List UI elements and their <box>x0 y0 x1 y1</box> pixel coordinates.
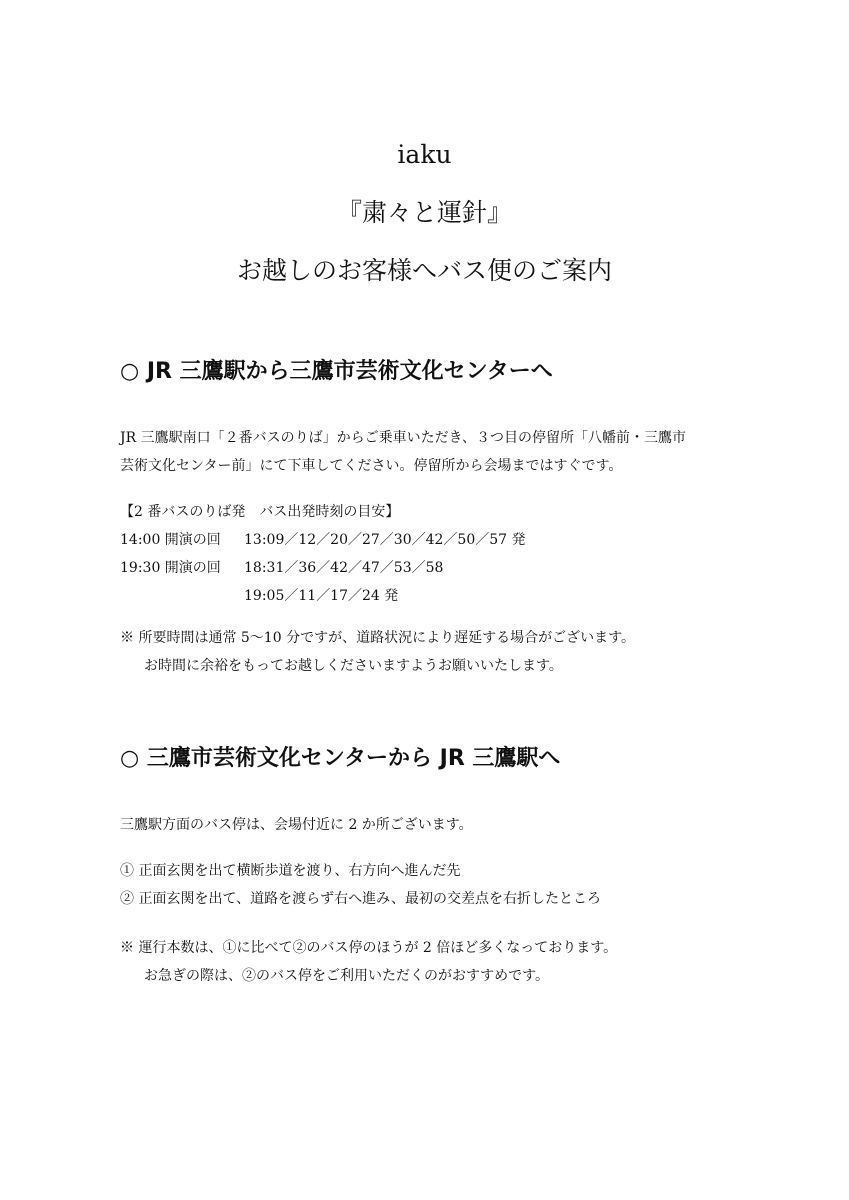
timetable-times: 18:31／36／42／47／53／58 <box>244 560 444 576</box>
section2-note <box>120 934 760 990</box>
bus-timetable <box>120 498 760 610</box>
list-item: ① 正面玄関を出て横断歩道を渡り、右方向へ進んだ先 <box>120 863 461 879</box>
section2-heading: ○ 三鷹市芸術文化センターから JR 三鷹駅へ <box>120 746 561 771</box>
timetable-times: 19:05／11／17／24 発 <box>244 588 399 604</box>
note-line: ※ 運行本数は、①に比べて②のバス停のほうが 2 倍ほど多くなっております。 <box>120 940 618 956</box>
timetable-title: 【2 番バスのりば発 バス出発時刻の目安】 <box>120 504 400 520</box>
note-line: お時間に余裕をもってお越しくださいますようお願いいたします。 <box>144 658 563 674</box>
timetable-label: 19:30 開演の回 <box>120 560 221 576</box>
section1-note <box>120 624 760 680</box>
paragraph-line: 芸術文化センター前」にて下車してください。停留所から会場まではすぐです。 <box>120 458 623 474</box>
title-block <box>0 140 849 314</box>
timetable-label: 14:00 開演の回 <box>120 532 221 548</box>
company-name: iaku <box>397 140 452 169</box>
note-line: ※ 所要時間は通常 5〜10 分ですが、道路状況により遅延する場合がございます。 <box>120 630 635 646</box>
timetable-row <box>120 554 760 582</box>
timetable-row <box>120 526 760 554</box>
play-title: 『粛々と運針』 <box>336 198 512 227</box>
timetable-row <box>120 582 760 610</box>
bus-stop-list <box>120 857 760 913</box>
note-line: お急ぎの際は、②のバス停をご利用いただくのがおすすめです。 <box>144 968 550 984</box>
section1-heading: ○ JR 三鷹駅から三鷹市芸術文化センターへ <box>120 359 553 384</box>
paragraph-line: JR 三鷹駅南口「２番バスのりば」からご乗車いただき、３つ目の停留所「八幡前・三鷹市 <box>120 430 687 446</box>
section2-intro: 三鷹駅方面のバス停は、会場付近に 2 か所ございます。 <box>120 817 473 833</box>
page-subtitle: お越しのお客様へバス便のご案内 <box>236 256 612 285</box>
list-item: ② 正面玄関を出て、道路を渡らず右へ進み、最初の交差点を右折したところ <box>120 891 602 907</box>
timetable-times: 13:09／12／20／27／30／42／50／57 発 <box>244 532 526 548</box>
section1-paragraph <box>120 424 760 480</box>
